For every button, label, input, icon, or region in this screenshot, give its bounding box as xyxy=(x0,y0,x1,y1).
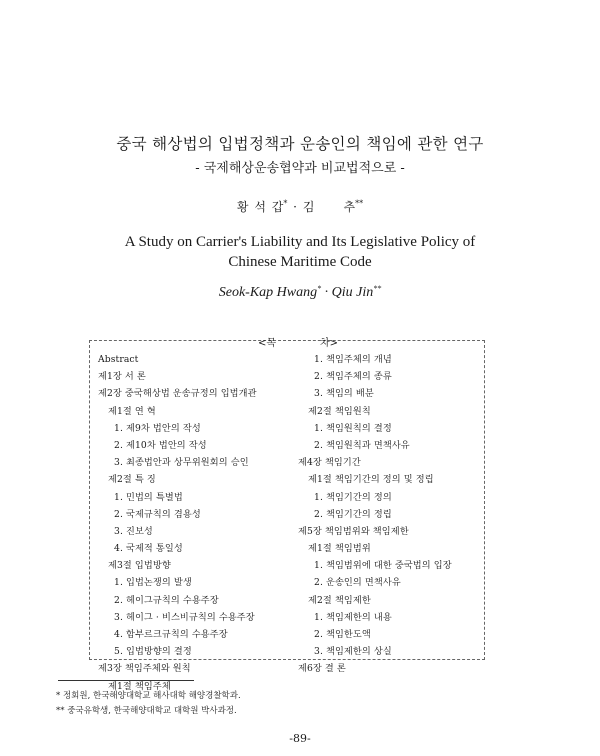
toc-item: 2. 책임기간의 정립 xyxy=(314,508,392,520)
toc-item: 1. 책임원칙의 결정 xyxy=(314,422,392,434)
toc-item: 제1절 책임범위 xyxy=(308,543,371,555)
toc-item: 2. 책임원칙과 면책사유 xyxy=(314,439,410,451)
toc-item: 3. 책임의 배분 xyxy=(314,388,374,400)
toc-item: 4. 국제적 통일성 xyxy=(114,543,183,555)
toc-right-column xyxy=(298,351,452,678)
authors-korean xyxy=(0,198,600,215)
paper-title-english xyxy=(80,232,520,272)
toc-item: 1. 책임기간의 정의 xyxy=(314,491,392,503)
toc-item: 제2절 책임제한 xyxy=(308,594,371,606)
toc-item: 2. 제10차 법안의 작성 xyxy=(114,439,207,451)
toc-item: 제1장 서 론 xyxy=(98,371,146,383)
footnote-divider xyxy=(58,680,194,681)
toc-item: 제1절 책임주체 xyxy=(108,680,171,692)
title-en-line-1: A Study on Carrier's Liability and Its Legislative Policy of xyxy=(124,234,476,250)
toc-item: 3. 책임제한의 상실 xyxy=(314,646,392,658)
toc-item: 1. 민법의 특별법 xyxy=(114,491,183,503)
toc-item: 제1절 연 혁 xyxy=(108,405,156,417)
toc-item: 제6장 결 론 xyxy=(298,663,346,675)
author-2-name-en: Qiu Jin xyxy=(331,285,374,300)
toc-item: 1. 책임제한의 내용 xyxy=(314,611,392,623)
author-2-name: 김 추 xyxy=(302,200,356,214)
author-separator-en: · xyxy=(324,285,329,300)
toc-item: 2. 책임한도액 xyxy=(314,629,371,640)
toc-item: 2. 국제규칙의 겸용성 xyxy=(114,508,201,520)
toc-left-column xyxy=(98,351,257,695)
author-1-name-en: Seok-Kap Hwang xyxy=(218,285,318,300)
title-en-line-2: Chinese Maritime Code xyxy=(228,254,372,270)
toc-item: 5. 입법방향의 결정 xyxy=(114,646,192,658)
author-2-mark-en: ** xyxy=(373,284,382,293)
authors-english xyxy=(0,285,600,301)
toc-item: 2. 헤이그규칙의 수용주장 xyxy=(114,594,219,606)
toc-item: 4. 함부르크규칙의 수용주장 xyxy=(114,629,228,640)
toc-item: 제3장 책임주체와 원칙 xyxy=(98,663,191,675)
toc-item: 1. 제9차 법안의 작성 xyxy=(114,422,201,434)
paper-subtitle-korean: - 국제해상운송협약과 비교법적으로 - xyxy=(195,161,405,176)
toc-item: 1. 책임주체의 개념 xyxy=(314,354,392,365)
toc-item: Abstract xyxy=(98,354,139,365)
toc-heading-left: <목 xyxy=(258,338,277,349)
toc-item: 제2절 특 징 xyxy=(108,474,156,486)
paper-title-korean: 중국 해상법의 입법정책과 운송인의 책임에 관한 연구 xyxy=(116,135,484,153)
author-1-mark: * xyxy=(283,199,288,208)
author-1-mark-en: * xyxy=(317,284,322,293)
toc-item: 3. 진보성 xyxy=(114,525,153,537)
footnote-2: ** 중국유학생, 한국해양대학교 대학원 박사과정. xyxy=(56,706,237,716)
toc-heading-right: 차> xyxy=(320,338,339,349)
author-2-mark: ** xyxy=(355,199,364,208)
toc-item: 1. 입법논쟁의 발생 xyxy=(114,577,192,589)
toc-item: 2. 운송인의 면책사유 xyxy=(314,577,401,589)
page-number: -89- xyxy=(289,732,311,745)
toc-item: 1. 책임범위에 대한 중국법의 입장 xyxy=(314,560,452,572)
toc-item: 제4장 책임기간 xyxy=(298,457,361,469)
author-1-name: 황 석 갑 xyxy=(236,200,284,214)
toc-item: 제2장 중국해상법 운송규정의 입법개관 xyxy=(98,388,257,400)
toc-item: 제5장 책임범위와 책임제한 xyxy=(298,525,409,537)
toc-item: 2. 책임주체의 종류 xyxy=(314,371,392,383)
toc-item: 3. 최종법안과 상무위원회의 승인 xyxy=(114,457,249,469)
toc-item: 제2절 책임원칙 xyxy=(308,405,371,417)
footnote-1: * 정회원, 한국해양대학교 해사대학 해양경찰학과. xyxy=(56,691,241,701)
toc-item: 제1절 책임기간의 정의 및 정립 xyxy=(308,474,434,486)
toc-item: 3. 헤이그 · 비스비규칙의 수용주장 xyxy=(114,611,255,623)
toc-item: 제3절 입법방향 xyxy=(108,560,171,572)
author-separator: · xyxy=(293,200,297,214)
